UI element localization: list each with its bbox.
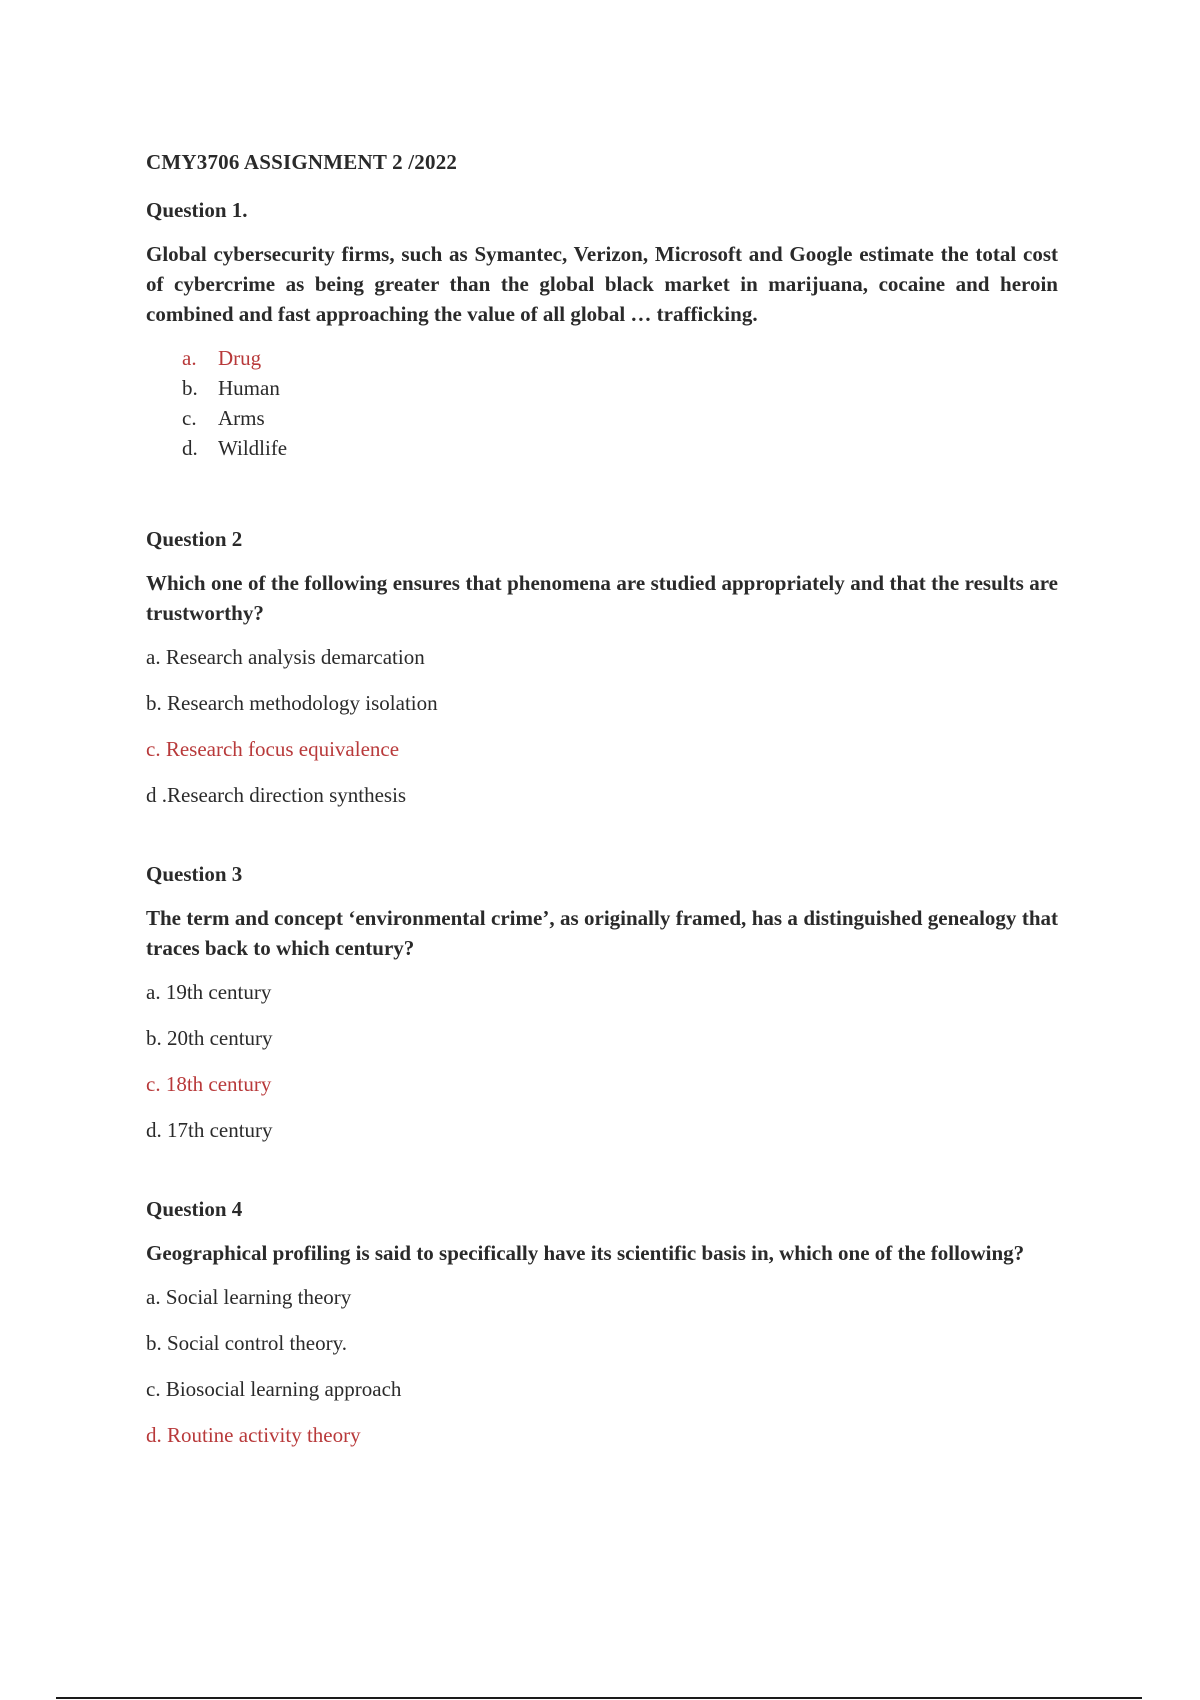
- question-4: [146, 1195, 1058, 1450]
- document-page: [146, 148, 1058, 1500]
- question-text: Which one of the following ensures that phenomena are studied appropriately and that the results are trustworthy?: [146, 571, 1058, 625]
- option-label: Wildlife: [218, 436, 288, 460]
- question-text: Geographical profiling is said to specifically have its scientific basis in, which one of the following?: [146, 1241, 1025, 1265]
- answer-option-d: d. 17th century: [146, 1118, 273, 1142]
- answer-option-c: c. 18th century: [146, 1072, 272, 1096]
- question-heading: Question 4: [146, 1197, 243, 1221]
- answer-option-c: [182, 403, 1058, 433]
- answer-option-c: c. Biosocial learning approach: [146, 1377, 402, 1401]
- question-3: [146, 860, 1058, 1145]
- option-label: Drug: [218, 346, 262, 370]
- answer-option-d: d. Routine activity theory: [146, 1423, 361, 1447]
- answer-option-d: [182, 433, 1058, 463]
- option-letter: a.: [182, 346, 197, 370]
- answer-option-b: [182, 373, 1058, 403]
- answer-options: [146, 343, 1058, 463]
- answer-option-d: d .Research direction synthesis: [146, 783, 407, 807]
- answer-option-b: b. 20th century: [146, 1026, 273, 1050]
- answer-options: [146, 1282, 1058, 1450]
- question-heading: Question 2: [146, 527, 243, 551]
- answer-options: [146, 642, 1058, 810]
- question-heading: Question 3: [146, 862, 243, 886]
- answer-option-b: b. Research methodology isolation: [146, 691, 438, 715]
- answer-option-a: a. Social learning theory: [146, 1285, 352, 1309]
- footer-divider: [56, 1697, 1142, 1699]
- answer-option-a: a. 19th century: [146, 980, 272, 1004]
- answer-option-c: c. Research focus equivalence: [146, 737, 400, 761]
- option-letter: d.: [182, 436, 198, 460]
- answer-option-a: [182, 343, 1058, 373]
- document-title: CMY3706 ASSIGNMENT 2 /2022: [146, 150, 458, 174]
- question-text: Global cybersecurity firms, such as Symantec, Verizon, Microsoft and Google estimate the total cost of cybercrime as being greater than the global black market in marijuana, cocaine and heroin combined and fast approaching the value of all global … trafficking.: [146, 242, 1058, 326]
- question-text: The term and concept ‘environmental crime’, as originally framed, has a distinguished genealogy that traces back to which century?: [146, 906, 1058, 960]
- question-2: [146, 525, 1058, 810]
- option-label: Human: [218, 376, 280, 400]
- answer-option-a: a. Research analysis demarcation: [146, 645, 425, 669]
- answer-options: [146, 977, 1058, 1145]
- option-label: Arms: [218, 406, 265, 430]
- question-heading: Question 1.: [146, 198, 248, 222]
- question-1: [146, 196, 1058, 463]
- option-letter: c.: [182, 406, 197, 430]
- option-letter: b.: [182, 376, 198, 400]
- answer-option-b: b. Social control theory.: [146, 1331, 348, 1355]
